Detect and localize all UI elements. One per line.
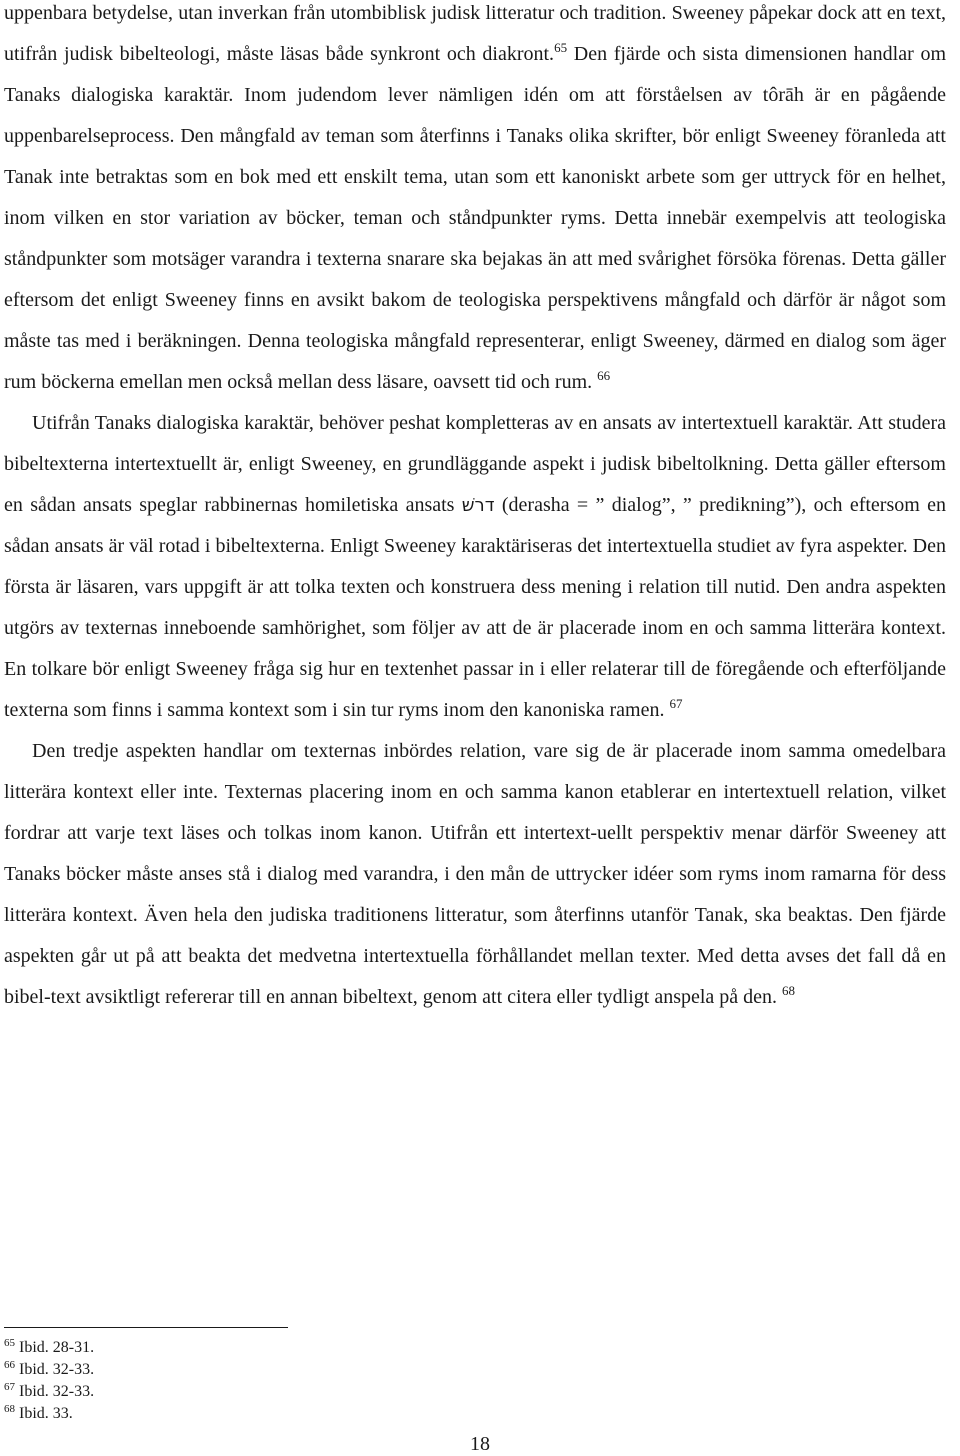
paragraph-text: Den tredje aspekten handlar om texternas inbördes relation, vare sig de är placerade inom samma omedelbara litterära kontext eller inte. Texternas placering inom en och samma kanon etablerar en intertextuell relation, vilket fordrar att varje text läses och tolkas inom kanon. Utifrån ett intertext-uellt perspektiv menar därför Sweeney att Tanaks böcker måste anses stå i dialog med varandra, i den mån de uttrycker idéer som ryms inom ramarna för dess litterära kontext. Även hela den judiska traditionens litteratur, som återfinns utanför Tanak, ska beaktas. Den fjärde aspekten går ut på att beakta det medvetna intertextuella förhållandet mellan texter. Med detta avses det fall då en bibel-text avsiktligt refererar till en annan bibeltext, genom att citera eller tydligt anspela på den. [4, 740, 946, 1008]
footnote [4, 1381, 94, 1403]
footnote-reference: 66 [597, 368, 611, 383]
footnote-reference: 65 [554, 40, 568, 55]
footnote-text: Ibid. 28-31. [15, 1339, 95, 1356]
footnote-text: Ibid. 33. [15, 1405, 73, 1422]
footnote [4, 1359, 94, 1381]
footnote-number: 67 [4, 1381, 15, 1393]
paragraph-text: Utifrån Tanaks dialogiska karaktär, behöver peshat kompletteras av en ansats av intertextuell karaktär. Att studera bibeltexterna intertextuellt är, enligt Sweeney, en grundläggande aspekt i judisk bibeltolkning. Detta gäller eftersom en sådan ansats speglar rabbinernas homiletiska ansats [4, 412, 946, 516]
footnotes [4, 1337, 94, 1425]
hebrew-word: דרשׁ [461, 495, 495, 516]
footnote-separator [4, 1327, 288, 1328]
footnote-text: Ibid. 32-33. [15, 1383, 95, 1400]
paragraph-text: uppenbara betydelse, utan inverkan från utombiblisk judisk litteratur och tradition. Sweeney påpekar dock att en text, utifrån judisk bibelteologi, måste läsas både synkront och diakront. [4, 2, 946, 65]
footnote-number: 65 [4, 1337, 15, 1349]
page-number: 18 [470, 1433, 490, 1455]
footnote-number: 66 [4, 1359, 15, 1371]
paragraph-3 [4, 731, 946, 1018]
paragraph-2 [4, 403, 946, 731]
footnote-reference: 68 [782, 983, 796, 998]
paragraph-text: (derasha = ” dialog”, ” predikning”), och eftersom en sådan ansats är väl rotad i bibeltexterna. Enligt Sweeney karaktäriseras det intertextuella studiet av fyra aspekter. Den första är läsaren, vars uppgift är att tolka texten och konstruera dess mening i relation till nutid. Den andra aspekten utgörs av texternas inneboende samhörighet, som följer av att de är placerade inom en och samma litterära kontext. En tolkare bör enligt Sweeney fråga sig hur en textenhet passar in i eller relaterar till de föregående och efterföljande texterna som finns i samma kontext som i sin tur ryms inom den kanoniska ramen. [4, 494, 946, 721]
footnote [4, 1403, 94, 1425]
footnote [4, 1337, 94, 1359]
footnote-text: Ibid. 32-33. [15, 1361, 95, 1378]
footnote-reference: 67 [669, 696, 683, 711]
paragraph-1 [4, 0, 946, 403]
paragraph-text: Den fjärde och sista dimensionen handlar om Tanaks dialogiska karaktär. Inom judendom lever nämligen idén om att förståelsen av tôrāh är en pågående uppenbarelseprocess. Den mångfald av teman som återfinns i Tanaks olika skrifter, bör enligt Sweeney föranleda att Tanak inte betraktas som en bok med ett enskilt tema, utan som ett kanoniskt arbete som ger uttryck för en helhet, inom vilken en stor variation av böcker, teman och ståndpunkter ryms. Detta innebär exempelvis att teologiska ståndpunkter som motsäger varandra i texterna snarare ska bejakas än att med svårighet försöka förenas. Detta gäller eftersom det enligt Sweeney finns en avsikt bakom de teologiska perspektivens mångfald och därför är något som måste tas med i beräkningen. Denna teologiska mångfald representerar, enligt Sweeney, därmed en dialog som äger rum böckerna emellan men också mellan dess läsare, oavsett tid och rum. [4, 43, 946, 393]
body-text [4, 0, 946, 1018]
footnote-number: 68 [4, 1403, 15, 1415]
